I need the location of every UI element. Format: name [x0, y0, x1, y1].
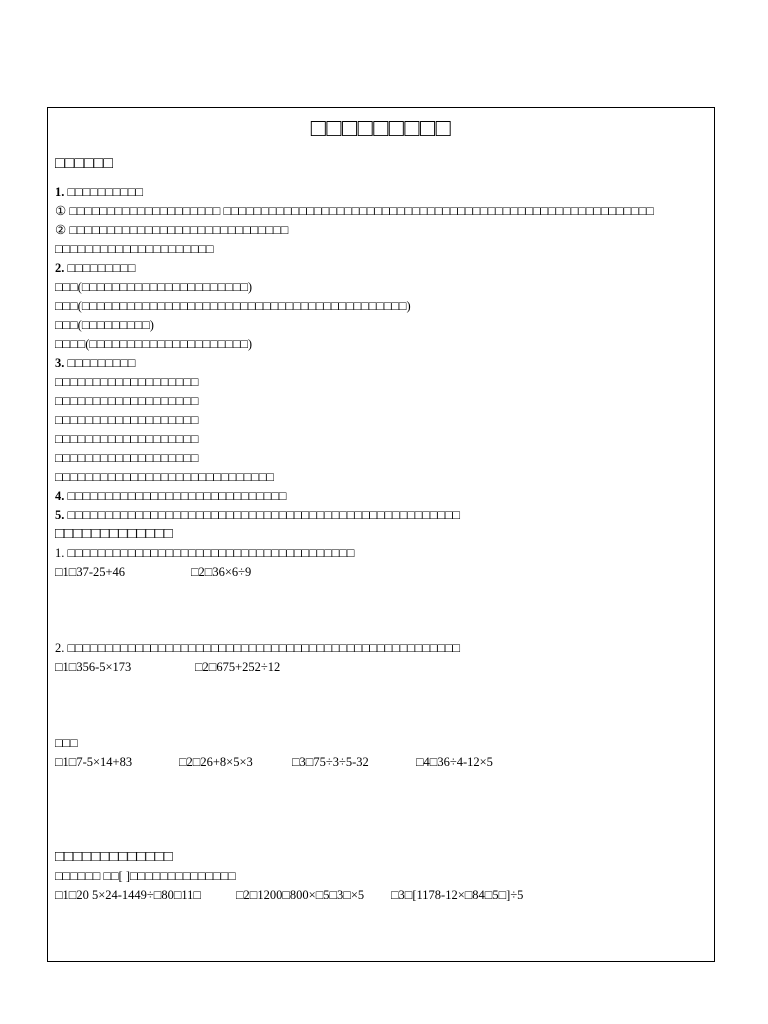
rule-text: □□□□□□□□□□□□□□□□□□□: [55, 432, 199, 446]
section-3-subtext: □□□□□□ □□[ ]□□□□□□□□□□□□□□: [55, 869, 236, 883]
expression-item: □2□36×6÷9: [191, 565, 252, 579]
expression-item: □4□36÷4-12×5: [416, 755, 493, 769]
expression-item: □1□37-25+46: [55, 565, 126, 579]
section-heading-3: □□□□□□□□□□□□□: [55, 849, 173, 865]
expression-item: □1□20 5×24-1449÷□80□11□: [55, 888, 201, 902]
rule-text: □□□(□□□□□□□□□): [55, 318, 154, 332]
rule-text: □□□(□□□□□□□□□□□□□□□□□□□□□□□□□□□□□□□□□□□□□□□□□□□): [55, 299, 411, 313]
question-2-items: [55, 661, 695, 675]
rule-text: □□□□□□□□□□□□□□□□□□□: [55, 394, 199, 408]
rule-line: [55, 281, 252, 294]
rule-line: [55, 224, 288, 237]
rule-line: [55, 395, 198, 408]
rule-text: □□□□□□□□□□□□□□□□□□□□□□□□□□□□□: [55, 470, 274, 484]
rule-line: [55, 186, 143, 199]
rule-text: □□□□□□□□□□□□□□□□□□□□□: [55, 242, 214, 256]
expression-item: □1□356-5×173: [55, 660, 132, 674]
rule-text: ① □□□□□□□□□□□□□□□□□□□□ □□□□□□□□□□□□□□□□□□□□□□□□□□□□□□□□□□□□□□□□□□□□□□□□□□□□□□□□□: [55, 204, 654, 218]
expression-item: □1□7-5×14+83: [55, 755, 133, 769]
expression-item: □2□675+252÷12: [195, 660, 281, 674]
section-heading-2: □□□□□□□□□□□□□: [55, 526, 173, 542]
rule-text: □□□□□□□□□□□□□□□□□□□: [55, 375, 199, 389]
rule-line: [55, 490, 286, 503]
question-1-items: [55, 566, 695, 580]
rule-line: [55, 433, 198, 446]
rule-text: □□□□□□□□□□□□□□□□□□□: [55, 413, 199, 427]
rule-number: 5.: [55, 508, 65, 522]
rule-text: □□□□□□□□□□: [67, 185, 144, 199]
rule-line: [55, 205, 654, 218]
rule-line: [55, 471, 274, 484]
rule-text: □□□□□□□□□□□□□□□□□□□□□□□□□□□□□□□□□□□□□□□□□□□□□□□□□□□□: [67, 508, 461, 522]
expression-item: □3□[1178-12×□84□5□]÷5: [391, 888, 524, 902]
question-2-text: 2. □□□□□□□□□□□□□□□□□□□□□□□□□□□□□□□□□□□□□□□□□□□□□□□□□□□□: [55, 641, 461, 655]
rule-text: □□□□□□□□□: [67, 261, 136, 275]
rule-text: □□□□□□□□□: [67, 356, 136, 370]
rule-number: 1.: [55, 185, 65, 199]
rule-line: [55, 262, 135, 275]
rule-line: [55, 319, 154, 332]
expression-item: □2□26+8×5×3: [179, 755, 253, 769]
practice-items: [55, 756, 695, 770]
rule-line: [55, 243, 214, 256]
expression-item: □2□1200□800×□5□3□×5: [236, 888, 365, 902]
rule-text: □□□□□□□□□□□□□□□□□□□□□□□□□□□□□: [67, 489, 287, 503]
rule-text: □□□(□□□□□□□□□□□□□□□□□□□□□□): [55, 280, 253, 294]
rule-line: [55, 414, 198, 427]
expression-item: □3□75÷3÷5-32: [292, 755, 369, 769]
rule-line: [55, 376, 198, 389]
section-heading-1: □□□□□□: [55, 155, 113, 172]
rule-number: 2.: [55, 261, 65, 275]
rule-text: ② □□□□□□□□□□□□□□□□□□□□□□□□□□□□□: [55, 223, 289, 237]
rule-line: [55, 338, 252, 351]
rule-line: [55, 509, 460, 522]
rule-number: 3.: [55, 356, 65, 370]
rule-line: [55, 452, 198, 465]
page-title: □□□□□□□□□: [310, 115, 452, 142]
rule-line: [55, 300, 411, 313]
rule-number: 4.: [55, 489, 65, 503]
question-1-text: 1. □□□□□□□□□□□□□□□□□□□□□□□□□□□□□□□□□□□□□□: [55, 546, 355, 560]
section-3-items: [55, 889, 705, 903]
rule-line: [55, 357, 135, 370]
rule-text: □□□□□□□□□□□□□□□□□□□: [55, 451, 199, 465]
rule-text: □□□□(□□□□□□□□□□□□□□□□□□□□□): [55, 337, 253, 351]
worksheet-frame: [47, 107, 715, 962]
practice-label: □□□: [55, 736, 78, 750]
